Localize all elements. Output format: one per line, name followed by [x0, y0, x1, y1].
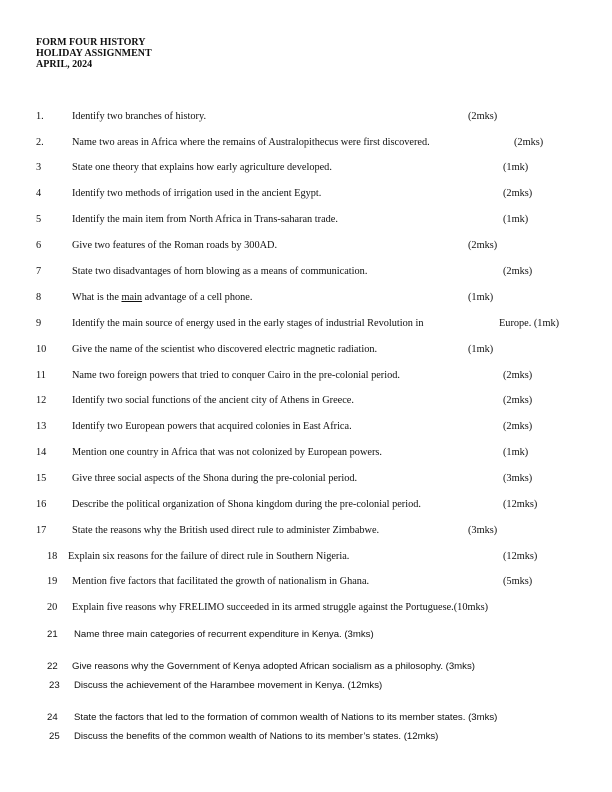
question-text: Give reasons why the Government of Kenya adopted African socialism as a philosophy. (3mks)	[72, 661, 475, 672]
question-number: 1.	[36, 111, 44, 122]
question-number: 10	[36, 344, 47, 355]
question-number: 25	[49, 731, 60, 742]
question-number: 14	[36, 447, 47, 458]
question-number: 17	[36, 525, 47, 536]
question-text-part: advantage of a cell phone.	[142, 292, 253, 303]
question-text: Identify the main item from North Africa in Trans-saharan trade.	[72, 214, 338, 225]
question-marks: (1mk)	[468, 292, 494, 303]
question-marks: (2mks)	[503, 188, 533, 199]
question-marks: (2mks)	[514, 137, 544, 148]
question-text: State the reasons why the British used direct rule to administer Zimbabwe.	[72, 525, 380, 536]
question-text: Give the name of the scientist who discovered electric magnetic radiation.	[72, 344, 378, 355]
question-text: Discuss the benefits of the common wealth of Nations to its member’s states. (12mks)	[74, 731, 439, 742]
question-text: Mention one country in Africa that was not colonized by European powers.	[72, 447, 382, 458]
question-marks: (2mks)	[503, 395, 533, 406]
question-number: 9	[36, 318, 42, 329]
question-text: Explain five reasons why FRELIMO succeeded in its armed struggle against the Portuguese.(10mks)	[72, 602, 489, 613]
question-text: Discuss the achievement of the Harambee movement in Kenya. (12mks)	[74, 680, 383, 691]
question-marks: (1mk)	[503, 162, 529, 173]
question-marks: (12mks)	[503, 499, 538, 510]
question-number: 3	[36, 162, 42, 173]
question-number: 4	[36, 188, 42, 199]
question-number: 15	[36, 473, 47, 484]
question-marks: (2mks)	[503, 421, 533, 432]
question-marks: (3mks)	[468, 525, 498, 536]
question-text: State the factors that led to the formation of common wealth of Nations to its member states. (3mks)	[74, 712, 498, 723]
question-number: 23	[49, 680, 60, 691]
question-text: State one theory that explains how early agriculture developed.	[72, 162, 332, 173]
question-number: 12	[36, 395, 47, 406]
question-marks: (2mks)	[468, 111, 498, 122]
question-text: Identify two branches of history.	[72, 111, 207, 122]
question-number: 6	[36, 240, 42, 251]
question-text: Identify two social functions of the ancient city of Athens in Greece.	[72, 395, 354, 406]
question-number: 18	[47, 551, 58, 562]
question-number: 21	[47, 629, 58, 640]
question-marks: (2mks)	[503, 266, 533, 277]
question-marks: (1mk)	[468, 344, 494, 355]
question-number: 20	[47, 602, 58, 613]
question-text: Name three main categories of recurrent expenditure in Kenya. (3mks)	[74, 629, 374, 640]
form-title: FORM FOUR HISTORY	[36, 37, 146, 48]
question-text: Give three social aspects of the Shona during the pre-colonial period.	[72, 473, 358, 484]
question-text	[72, 292, 252, 304]
question-text: Give two features of the Roman roads by 300AD.	[72, 240, 278, 251]
question-number: 11	[36, 370, 46, 381]
question-marks: (3mks)	[503, 473, 533, 484]
question-text: Name two foreign powers that tried to conquer Cairo in the pre-colonial period.	[72, 370, 400, 381]
assignment-date: APRIL, 2024	[36, 59, 93, 70]
question-marks: (2mks)	[468, 240, 498, 251]
question-number: 5	[36, 214, 42, 225]
question-number: 13	[36, 421, 47, 432]
question-text: Describe the political organization of Shona kingdom during the pre-colonial period.	[72, 499, 421, 510]
question-marks: Europe. (1mk)	[499, 318, 560, 329]
question-marks: (5mks)	[503, 576, 533, 587]
question-text: Name two areas in Africa where the remains of Australopithecus were first discovered.	[72, 137, 430, 148]
question-text: Identify two European powers that acquired colonies in East Africa.	[72, 421, 352, 432]
question-number: 16	[36, 499, 47, 510]
underlined-word: main	[121, 292, 143, 303]
question-number: 2.	[36, 137, 44, 148]
question-text-part: What is the	[72, 292, 122, 303]
question-marks: (12mks)	[503, 551, 538, 562]
question-marks: (2mks)	[503, 370, 533, 381]
assignment-title: HOLIDAY ASSIGNMENT	[36, 48, 152, 59]
question-text: Mention five factors that facilitated the growth of nationalism in Ghana.	[72, 576, 370, 587]
question-text: Identify two methods of irrigation used in the ancient Egypt.	[72, 188, 322, 199]
question-number: 7	[36, 266, 42, 277]
question-number: 24	[47, 712, 58, 723]
question-number: 22	[47, 661, 58, 672]
question-number: 19	[47, 576, 58, 587]
question-text: Explain six reasons for the failure of direct rule in Southern Nigeria.	[68, 551, 350, 562]
question-text: State two disadvantages of horn blowing as a means of communication.	[72, 266, 368, 277]
question-text: Identify the main source of energy used in the early stages of industrial Revolution in	[72, 318, 424, 329]
question-marks: (1mk)	[503, 214, 529, 225]
question-marks: (1mk)	[503, 447, 529, 458]
question-number: 8	[36, 292, 42, 303]
